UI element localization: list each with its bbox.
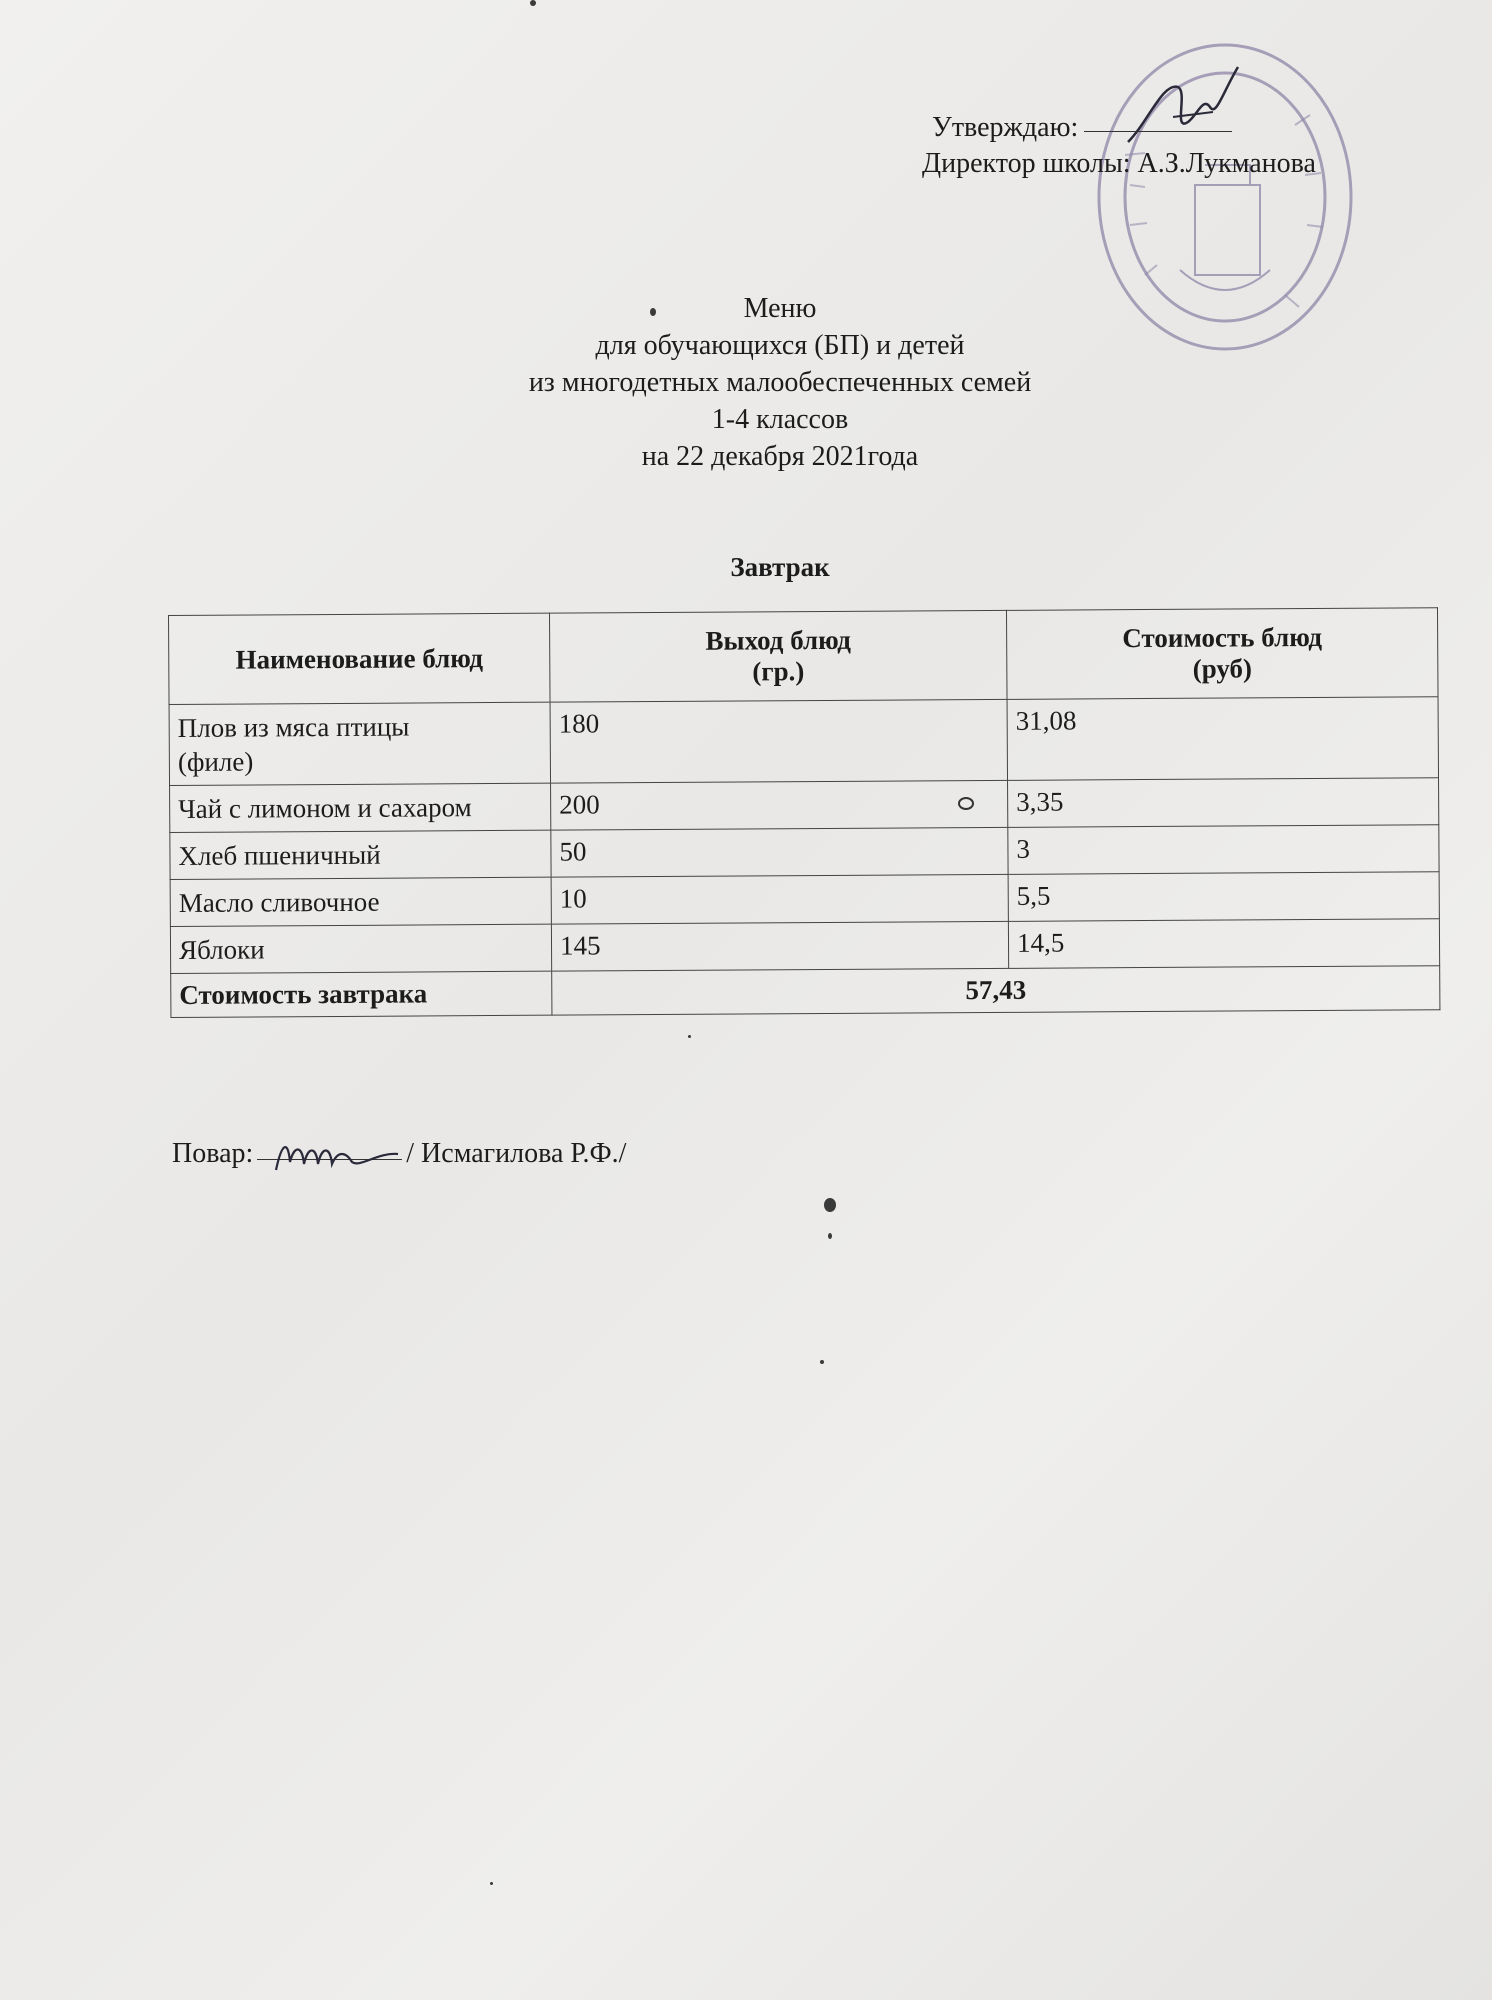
dish-name-line2: (филе)	[177, 746, 254, 777]
title-line-3: из многодетных малообеспеченных семей	[528, 367, 1032, 398]
table-row	[170, 872, 1439, 927]
dish-name-cell: Яблоки	[170, 924, 551, 973]
header-dish-name-text: Наименование блюд	[235, 642, 484, 675]
header-yield-line2: (гр.)	[752, 656, 805, 687]
yield-cell: 180	[550, 699, 1007, 783]
table-header-row	[169, 608, 1439, 705]
header-cost-line2: (руб)	[1192, 653, 1253, 684]
title-line-1: Меню	[743, 293, 817, 324]
title-line-5: на 22 декабря 2021года	[641, 441, 919, 472]
yield-cell: 200	[551, 780, 1008, 830]
table-row	[169, 697, 1438, 786]
dish-name-cell: Масло сливочное	[170, 877, 551, 926]
cook-signature	[268, 1132, 408, 1177]
yield-cell: 145	[551, 921, 1008, 971]
header-yield-line1: Выход блюд	[705, 624, 851, 656]
ink-speck	[530, 0, 536, 6]
dish-name-cell: Хлеб пшеничный	[170, 830, 551, 879]
title-line-2: для обучающихся (БП) и детей	[595, 330, 965, 361]
header-dish-name	[169, 613, 551, 704]
document-title	[380, 290, 1180, 475]
director-line: Директор школы: А.З.Лукманова	[922, 148, 1316, 179]
header-cost	[1006, 608, 1438, 700]
yield-cell: 50	[551, 827, 1008, 877]
total-value-cell: 57,43	[552, 966, 1440, 1015]
header-cost-line1: Стоимость блюд	[1122, 621, 1323, 654]
cost-cell: 14,5	[1008, 919, 1439, 969]
total-label-cell: Стоимость завтрака	[171, 971, 552, 1017]
table-total-row	[171, 966, 1440, 1018]
table-row	[170, 919, 1439, 974]
section-title-breakfast: Завтрак	[730, 552, 830, 582]
signature-line	[1084, 131, 1232, 132]
title-line-4: 1-4 классов	[711, 404, 849, 435]
dish-name-cell: Чай с лимоном и сахаром	[170, 783, 551, 832]
cook-name: / Исмагилова Р.Ф./	[406, 1138, 627, 1169]
cost-cell: 31,08	[1007, 697, 1438, 781]
cook-label: Повар:	[172, 1138, 254, 1169]
ink-speck	[820, 1360, 824, 1364]
table-row	[170, 778, 1439, 833]
cost-cell: 3,35	[1008, 778, 1439, 828]
ink-speck	[828, 1233, 832, 1239]
dish-name-line1: Плов из мяса птицы	[177, 711, 410, 743]
menu-table	[168, 607, 1440, 1018]
cost-cell: 5,5	[1008, 872, 1439, 922]
cost-cell: 3	[1008, 825, 1439, 875]
approval-line	[922, 110, 1316, 146]
ink-speck	[824, 1198, 836, 1212]
ink-speck	[688, 1035, 691, 1038]
table-row	[170, 825, 1439, 880]
ink-speck	[490, 1882, 493, 1885]
approval-label: Утверждаю:	[932, 112, 1079, 143]
dish-name-cell	[169, 702, 550, 785]
yield-cell: 10	[551, 874, 1008, 924]
header-yield	[549, 610, 1007, 702]
approval-block	[922, 110, 1316, 182]
